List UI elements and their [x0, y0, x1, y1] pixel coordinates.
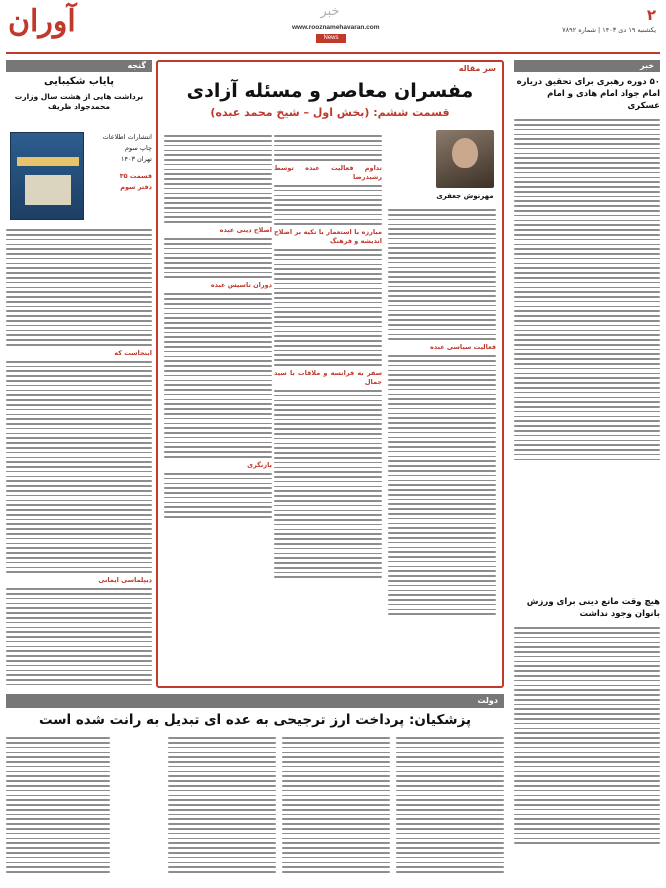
article-column-3 — [164, 132, 272, 682]
masthead-rule — [6, 52, 660, 54]
book-edition: چاپ سوم — [124, 144, 152, 152]
book-place-year: تهران ۱۴۰۳ — [120, 155, 152, 163]
right-headline: ۵۰ دوره رهبری برای تحقیق درباره امام جواد امام هادی و امام عسکری — [516, 77, 660, 111]
book-volume: دفتر سوم — [120, 183, 152, 191]
book-title: پایاب شکیبایی — [44, 76, 114, 87]
main-article — [156, 60, 504, 688]
bottom-column-1 — [396, 734, 504, 882]
article-subhead: فعالیت سیاسی عبده — [429, 343, 496, 352]
article-column-2 — [274, 132, 382, 682]
newspaper-logo: آوران — [8, 4, 76, 39]
article-subhead: سفر به فرانسه و ملاقات با سید جمال — [274, 368, 382, 386]
left-subhead: اینجاست که — [114, 348, 152, 357]
cover-title-stripe — [17, 157, 79, 166]
right-column-text — [514, 116, 660, 586]
book-meta — [92, 132, 152, 193]
site-url[interactable]: www.rooznamehavaran.com — [292, 24, 380, 31]
page-number: ۲ — [646, 6, 656, 24]
right-column-text-2 — [514, 624, 660, 882]
cover-illustration — [25, 175, 71, 205]
book-publisher: انتشارات اطلاعات — [102, 133, 152, 141]
bottom-column-3 — [168, 734, 276, 882]
masthead — [0, 0, 666, 52]
section-title: خبر — [320, 4, 340, 19]
article-subhead: دوران تاسیس عبده — [210, 281, 272, 290]
section-label-dolat: دولت — [477, 696, 498, 705]
bottom-headline: پزشکیان: پرداخت ارز ترجیحی به عده ای تبدیل به رانت شده است — [38, 712, 472, 728]
bottom-column-2 — [282, 734, 390, 882]
left-subhead: دیپلماسی ایمانی — [98, 576, 152, 585]
author-name: مهرنوش جعفری — [436, 192, 494, 200]
section-label-ganjeh: گنجه — [6, 60, 152, 72]
right-headline-2: هیچ وقت مانع دینی برای ورزش بانوان وجود نداشت — [526, 597, 660, 619]
book-subtitle: برداشت هایی از هشت سال وزارت محمدجواد ظریف — [14, 92, 144, 111]
book-part: قسمت ۳۵ — [119, 172, 152, 180]
text-block — [514, 119, 660, 460]
issue-date: یکشنبه ۱۹ دی ۱۴۰۳ | شماره ۷۸۹۲ — [562, 26, 656, 34]
article-subhead: تداوم فعالیت عبده توسط رشیدرضا — [274, 163, 382, 181]
bottom-column-4 — [6, 734, 110, 882]
article-subhead: اصلاح دینی عبده — [219, 226, 272, 235]
news-tag: News — [316, 34, 346, 43]
book-cover-image — [10, 132, 84, 220]
article-subtitle: قسمت ششم: (بخش اول – شیخ محمد عبده) — [210, 106, 450, 119]
article-subhead: بازنگری — [247, 460, 272, 469]
left-column-text — [6, 226, 152, 688]
author-photo — [436, 130, 494, 188]
section-label-khabar: خبر — [514, 60, 660, 72]
article-kicker: سر مقاله — [458, 64, 496, 73]
article-title: مفسران معاصر و مسئله آزادی — [186, 80, 474, 102]
article-subhead: مبارزه با استعمار با تکیه بر اصلاح اندیشه و فرهنگ — [274, 228, 382, 246]
section-bar-dolat — [6, 694, 504, 708]
article-column-1 — [388, 206, 496, 682]
